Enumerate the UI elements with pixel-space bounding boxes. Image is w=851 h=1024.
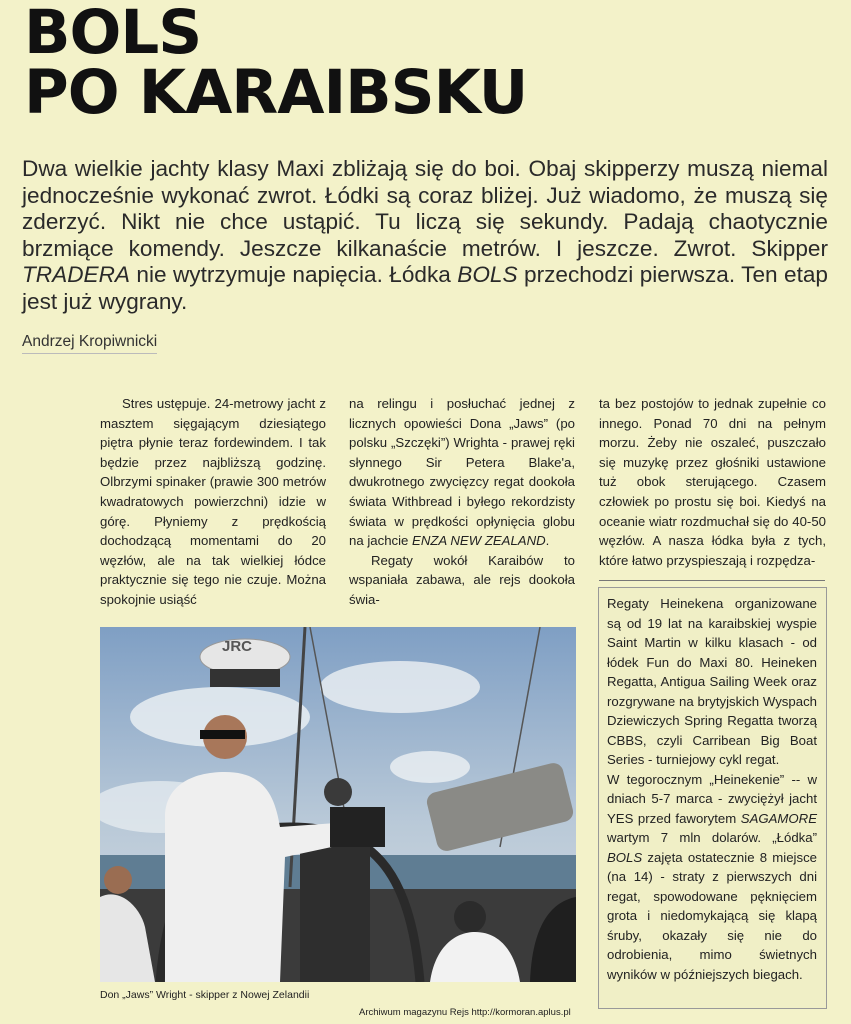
radome-label: JRC [222, 638, 253, 655]
lead-text-3: przechodzi pierwsza. Ten etap jest już wygrany. [22, 262, 828, 314]
sidebar-boat-name-1: SAGAMORE [740, 810, 817, 826]
column-2-paragraph-1-end: . [545, 533, 550, 549]
sidebar-text-b: wartym 7 mln dolarów. „Łódka” [607, 830, 817, 845]
sidebar-boat-name-2: BOLS [607, 849, 643, 865]
sidebar-text-a: W tegorocznym „Heinekenie” -- w dniach 5-7 marca - zwyciężył jacht YES przed faworytem [607, 771, 817, 826]
photo-caption: Don „Jaws” Wright - skipper z Nowej Zelandii [100, 989, 310, 1001]
photo-illustration [100, 627, 576, 982]
lead-paragraph [22, 156, 828, 315]
article-column-1: Stres ustępuje. 24-metrowy jacht z masztem sięgającym dziesiątego piętra płynie teraz fordewindem. I tak będzie przez najbliższą godzinę. Olbrzymi spinaker (prawie 300 metrów kwadratowych powierzchni) idzie w górę. Płyniemy z prędkością dochodzącą momentami do 20 węzłów, ale na tak wielkiej łódce praktycznie się tego nie czuje. Można spokojnie usiąść [100, 396, 326, 607]
sidebar-paragraph-1: Regaty Heinekena organizowane są od 19 lat na karaibskiej wyspie Saint Martin w kilku klasach - od łódek Fun do Maxi 80. Heineken Regatta, Antigua Sailing Week oraz rozgrywane na brytyjskich Wyspach Dziewiczych Spring Regatta tworzą CBBS, czyli Carribean Big Boat Series - turniejowy cykl regat. [607, 596, 817, 767]
column-2-boat-name: ENZA NEW ZEALAND [412, 533, 546, 549]
radome-base [210, 669, 280, 687]
cloud [320, 661, 480, 713]
lead-text-1: Dwa wielkie jachty klasy Maxi zbliżają się do boi. Obaj skipperzy muszą niemal jednocześnie wykonać zwrot. Łódki są coraz bliżej. Już wiadomo, że muszą się zderzyć. Nikt nie chce ustąpić. Tu liczą się sekundy. Padają chaotycznie brzmiące komendy. Jeszcze kilkanaście metrów. I jeszcze. Zwrot. Skipper [22, 156, 828, 261]
crew-head [104, 866, 132, 894]
author-byline: Andrzej Kropiwnicki [22, 333, 157, 354]
sidebar-text-c: zajęta ostatecznie 8 miejsce (na 14) - straty z pierwszych dni regat, spowodowane pęknięciem grota i niedomykającą się klapą śruby, okazały się nie do odrobienia, mimo świetnych wyników w późniejszych biegach. [607, 849, 817, 982]
headline-line-1: BOLS [24, 0, 202, 68]
sunglasses [200, 730, 245, 739]
sidebar-box [598, 587, 827, 1009]
column-divider [599, 580, 825, 581]
lead-boat-name-1: TRADERA [22, 262, 130, 287]
column-2-paragraph-2: Regaty wokół Karaibów to wspaniała zabawa, ale rejs dookoła świa- [349, 552, 575, 607]
article-column-2 [349, 394, 575, 610]
skipper-photo [100, 627, 576, 982]
article-column-3: ta bez postojów to jednak zupełnie co innego. Ponad 70 dni na pełnym morzu. Żeby nie oszaleć, puszczało się muzykę przez głośniki ustawione tuż obok sterującego. Czasem człowiek po prostu się boi. Kiedyś na oceanie wiatr rozdmuchał się do 40-50 węzłów. A nasza łódka była z tych, które łatwo przyspieszają i rozpędza- [599, 396, 826, 568]
crew-head [324, 778, 352, 806]
crew-head [454, 901, 486, 933]
headline-line-2: PO KARAIBSKU [24, 57, 528, 128]
archive-note: Archiwum magazynu Rejs http://kormoran.aplus.pl [359, 1007, 571, 1018]
lead-text-2: nie wytrzymuje napięcia. Łódka [129, 262, 458, 287]
column-2-paragraph-1: na relingu i posłuchać jednej z licznych opowieści Dona „Jaws” (po polsku „Szczęki”) Wrighta - prawej ręki słynnego Sir Petera Blake'a, dwukrotnego zwycięzcy regat dookoła świata Withbread i byłego rekordzisty świata w prędkości opłynięcia globu na jachcie [349, 396, 575, 549]
wheel-pedestal [300, 842, 370, 982]
gloved-hand [330, 807, 385, 847]
sidebar-paragraph-2 [607, 770, 817, 985]
lead-boat-name-2: BOLS [457, 262, 518, 287]
cloud [390, 751, 470, 783]
